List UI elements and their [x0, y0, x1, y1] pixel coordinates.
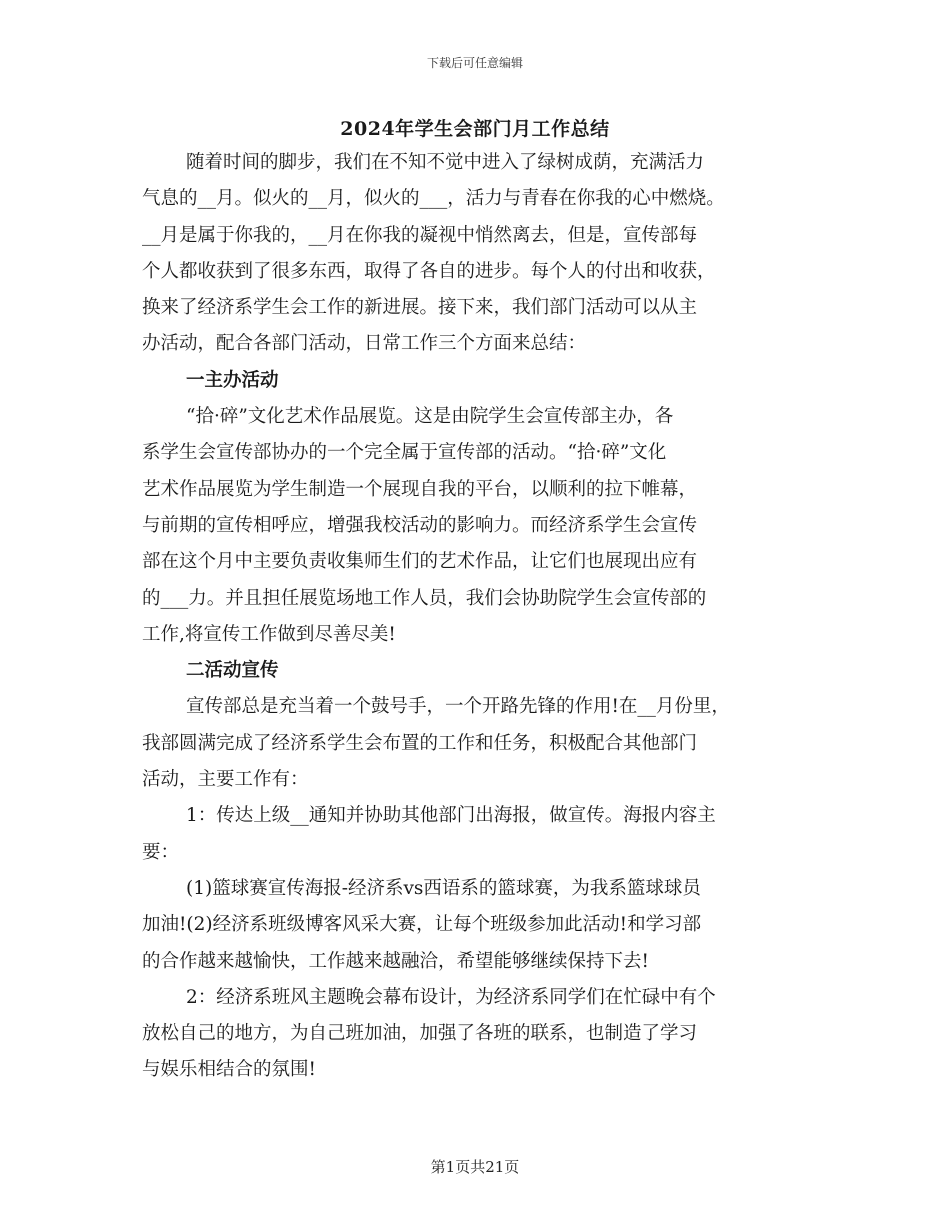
section-heading: 二活动宣传 — [186, 660, 279, 682]
body-line: (1)篮球赛宣传海报-经济系vs西语系的篮球赛，为我系篮球球员 — [186, 877, 701, 899]
body-line: 工作,将宣传工作做到尽善尽美! — [142, 623, 396, 645]
document-title: 2024年学生会部门月工作总结 — [340, 118, 610, 140]
download-note: 下载后可任意编辑 — [426, 56, 523, 70]
body-line: 的合作越来越愉快，工作越来越融洽，希望能够继续保持下去! — [142, 950, 649, 972]
body-line: 1：传达上级__通知并协助其他部门出海报，做宣传。海报内容主 — [186, 805, 716, 827]
body-line: 换来了经济系学生会工作的新进展。接下来，我们部门活动可以从主 — [142, 297, 698, 319]
body-line: 2：经济系班风主题晚会幕布设计，为经济系同学们在忙碌中有个 — [186, 986, 716, 1008]
section-heading: 一主办活动 — [186, 369, 279, 391]
body-line: 我部圆满完成了经济系学生会布置的工作和任务，积极配合其他部门 — [142, 732, 698, 754]
body-line: 系学生会宣传部协办的一个完全属于宣传部的活动。“拾·碎”文化 — [142, 442, 667, 464]
body-line: 办活动，配合各部门活动，日常工作三个方面来总结： — [142, 333, 587, 355]
page-footer: 第1页共21页 — [430, 1158, 520, 1176]
document-body — [142, 145, 812, 1089]
body-line: 与前期的宣传相呼应，增强我校活动的影响力。而经济系学生会宣传 — [142, 514, 698, 536]
body-line: 宣传部总是充当着一个鼓号手，一个开路先锋的作用!在__月份里， — [186, 696, 730, 718]
body-line: 个人都收获到了很多东西，取得了各自的进步。每个人的付出和收获， — [142, 260, 716, 282]
body-line: 放松自己的地方，为自己班加油，加强了各班的联系，也制造了学习 — [142, 1023, 698, 1045]
body-line: 的___力。并且担任展览场地工作人员，我们会协助院学生会宣传部的 — [142, 587, 707, 609]
body-line: 要： — [142, 841, 180, 863]
body-line: __月是属于你我的，__月在你我的凝视中悄然离去，但是，宣传部每 — [142, 224, 698, 246]
body-line: 加油!(2)经济系班级博客风采大赛，让每个班级参加此活动!和学习部 — [142, 914, 702, 936]
body-line: 活动，主要工作有： — [142, 769, 309, 791]
body-line: 艺术作品展览为学生制造一个展现自我的平台，以顺利的拉下帷幕， — [142, 478, 698, 500]
body-line: 部在这个月中主要负责收集师生们的艺术作品，让它们也展现出应有 — [142, 551, 698, 573]
body-line: 随着时间的脚步，我们在不知不觉中进入了绿树成荫，充满活力 — [186, 152, 705, 173]
body-line: “拾·碎”文化艺术作品展览。这是由院学生会宣传部主办，各 — [186, 406, 674, 428]
body-line: 气息的__月。似火的__月，似火的___，活力与青春在你我的心中燃烧。 — [142, 188, 725, 210]
body-line: 与娱乐相结合的氛围! — [142, 1059, 316, 1081]
